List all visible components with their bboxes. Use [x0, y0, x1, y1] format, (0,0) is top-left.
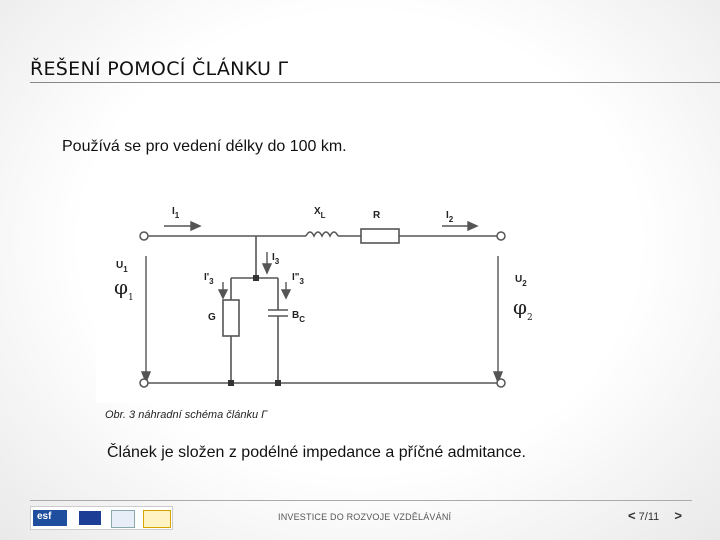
label-i1: $I_1$	[172, 206, 180, 220]
label-r: R	[373, 210, 381, 221]
ministry-logo	[111, 510, 135, 528]
label-i3: $I_3$	[272, 252, 280, 266]
label-bc: $B_C$	[292, 310, 306, 324]
bullet-text-1: Používá se pro vedení délky do 100 km.	[62, 138, 347, 155]
label-phi1: $\varphi_1$	[114, 275, 134, 303]
node-c-bottom	[275, 380, 281, 386]
label-i3pp: $I"_3$	[292, 272, 304, 286]
sponsor-logos	[30, 506, 173, 530]
circuit-figure	[96, 196, 573, 403]
gamma-circuit-diagram	[96, 196, 573, 403]
footer-text: INVESTICE DO ROZVOJE VZDĚLÁVÁNÍ	[278, 512, 452, 522]
footer-divider	[30, 500, 692, 501]
prev-slide-icon[interactable]: <	[628, 508, 636, 523]
page-number: 7/11	[638, 511, 660, 523]
label-i3p: $I'_3$	[204, 272, 214, 286]
slide-navigation	[628, 508, 682, 523]
resistor-r	[361, 229, 399, 243]
label-g: G	[208, 312, 216, 323]
esf-logo: esf	[33, 510, 67, 526]
eu-flag-logo	[79, 511, 101, 525]
node-g-bottom	[228, 380, 234, 386]
op-vk-logo	[143, 510, 171, 528]
inductor-xl	[306, 232, 338, 236]
terminal-out-bottom	[497, 379, 505, 387]
label-u2: $U_2$	[515, 274, 527, 288]
label-u1: $U_1$	[116, 260, 128, 274]
label-xl: $X_L$	[314, 206, 326, 220]
arrow-i3p-head	[219, 290, 227, 298]
terminal-in-top	[140, 232, 148, 240]
arrow-i3-head	[263, 264, 271, 273]
arrow-i1-head	[191, 222, 200, 230]
label-phi2: $\varphi_2$	[513, 295, 533, 323]
arrow-i2-head	[468, 222, 477, 230]
bullet-text-2: Článek je složen z podélné impedance a příčné admitance.	[107, 444, 526, 461]
title-divider	[30, 82, 720, 83]
conductance-g	[223, 300, 239, 336]
arrow-i3pp-head	[282, 290, 290, 298]
terminal-out-top	[497, 232, 505, 240]
next-slide-icon[interactable]: >	[674, 508, 682, 523]
node-junction	[253, 275, 259, 281]
figure-caption: Obr. 3 náhradní schéma článku Γ	[105, 409, 268, 421]
terminal-in-bottom	[140, 379, 148, 387]
slide-title: ŘEŠENÍ POMOCÍ ČLÁNKU Γ	[30, 58, 289, 80]
label-i2: $I_2$	[446, 210, 454, 224]
